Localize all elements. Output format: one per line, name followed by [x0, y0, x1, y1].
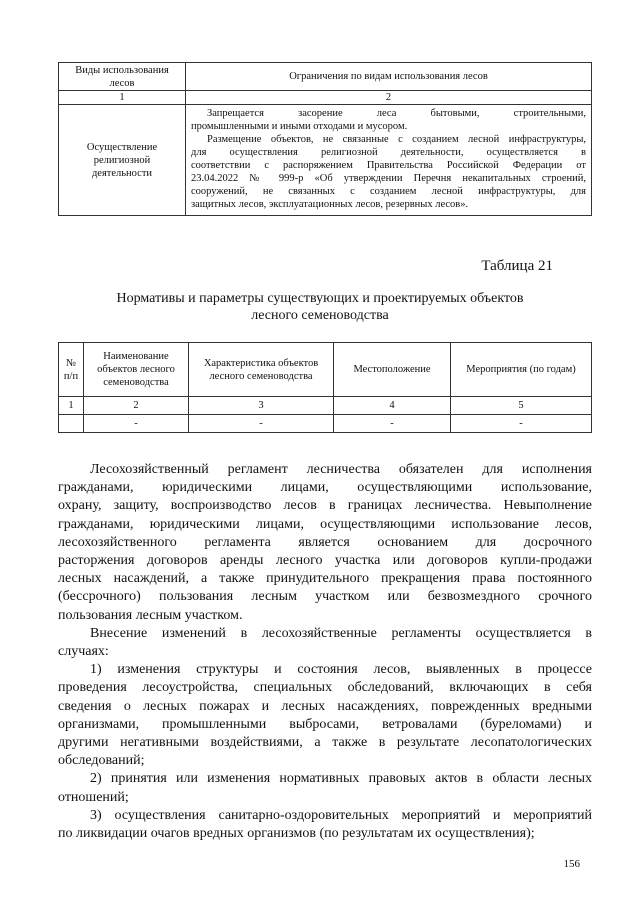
restriction-line: Запрещается засорение леса бытовыми, строительными,	[207, 108, 586, 119]
text-line: Внесение изменений в лесохозяйственные регламенты осуществляется в	[90, 625, 592, 641]
text-line: случаях:	[58, 644, 109, 660]
text-line: сведения о лесных пожарах и лесных насаждениях, поврежденных вредными	[58, 698, 592, 714]
table-title-line: лесного семеноводства	[251, 308, 389, 323]
table-title-line: Нормативы и параметры существующих и проектируемых объектов	[116, 291, 524, 306]
restriction-line: защитных лесов, эксплуатационных лесов, резервных лесов».	[191, 199, 469, 210]
header-characteristics: Характеристика объектов лесного семеноводства	[189, 343, 334, 397]
text-line: 3) осуществления санитарно-оздоровительных мероприятий и мероприятий	[90, 807, 592, 823]
table-row	[59, 105, 592, 216]
restriction-line: для осуществления религиозной деятельности, осуществляется в	[191, 147, 586, 158]
table-cell: -	[84, 415, 189, 433]
text-line: гражданами, юридическими лицами, осуществляющими использование,	[58, 480, 592, 496]
paragraph	[58, 807, 592, 843]
restriction-line: 23.04.2022 № 999-р «Об утверждении Перечня некапитальных строений,	[191, 173, 586, 184]
table-cell: -	[451, 415, 592, 433]
table-header-row	[59, 343, 592, 397]
text-line: 1) изменения структуры и состояния лесов, выявленных в процессе	[90, 662, 592, 678]
header-activities: Мероприятия (по годам)	[451, 343, 592, 397]
text-line: лесных насаждений, а также принудительного прекращения права постоянного	[58, 571, 592, 587]
header-location: Местоположение	[334, 343, 451, 397]
table-number-row	[59, 91, 592, 105]
text-line: отношений;	[58, 789, 129, 805]
col-number: 4	[334, 397, 451, 415]
header-name: Наименование объектов лесного семеноводства	[84, 343, 189, 397]
restriction-line: Размещение объектов, не связанные с созданием лесной инфраструктуры,	[207, 134, 586, 145]
table-number-row	[59, 397, 592, 415]
seed-objects-table	[58, 342, 592, 433]
text-line: пользования лесным участком.	[58, 607, 243, 623]
paragraph	[58, 661, 592, 770]
table-cell: -	[334, 415, 451, 433]
restriction-line: соответствии с распоряжением Правительства Российской Федерации от	[191, 160, 586, 171]
col-number-1: 1	[59, 91, 186, 105]
restrictions-cell	[186, 105, 592, 216]
text-line: другими негативными воздействиями, а также в результате лесопатологических	[58, 735, 592, 751]
text-line: (бессрочного) пользования лесным участком или безвозмездного срочного	[58, 589, 592, 605]
table-row	[59, 415, 592, 433]
table-title	[0, 290, 640, 324]
header-number: № п/п	[59, 343, 84, 397]
table-cell	[59, 415, 84, 433]
paragraph	[58, 625, 592, 661]
table-cell: -	[189, 415, 334, 433]
text-line: проведения лесоустройства, специальных обследований, включающих в себя	[58, 680, 592, 696]
body-text	[58, 461, 592, 843]
restrictions-table	[58, 62, 592, 216]
forest-use-type-cell: Осуществление религиозной деятельности	[59, 105, 186, 216]
text-line: 2) принятия или изменения нормативных правовых актов в области лесных	[90, 771, 592, 787]
text-line: лесохозяйственного регламента является основанием для досрочного	[58, 534, 592, 550]
paragraph	[58, 770, 592, 806]
text-line: Лесохозяйственный регламент лесничества обязателен для исполнения	[90, 462, 592, 477]
restriction-line: сооружений, не связанных с созданием лесной инфраструктуры, для	[191, 186, 586, 197]
col-number-2: 2	[186, 91, 592, 105]
col-number: 3	[189, 397, 334, 415]
text-line: организмами, промышленными выбросами, ветровалами (буреломами) и	[58, 716, 592, 732]
col-number: 1	[59, 397, 84, 415]
table-number-label: Таблица 21	[481, 258, 553, 274]
text-line: гражданами, юридическими лицами, осуществляющими использование лесов,	[58, 516, 592, 532]
text-line: охрану, защиту, воспроизводство лесов в границах лесничества. Невыполнение	[58, 498, 592, 514]
text-line: расторжения договоров аренды лесного участка или договоров купли-продажи	[58, 553, 592, 569]
page-number: 156	[563, 858, 580, 870]
header-forest-use-types: Виды использования лесов	[59, 63, 186, 91]
header-restrictions: Ограничения по видам использования лесов	[186, 63, 592, 91]
table-header-row	[59, 63, 592, 91]
text-line: обследований;	[58, 753, 145, 769]
restriction-line: промышленными и иными отходами и мусором.	[191, 121, 408, 132]
col-number: 2	[84, 397, 189, 415]
col-number: 5	[451, 397, 592, 415]
text-line: по ликвидации очагов вредных организмов (по результатам их осуществления);	[58, 826, 535, 842]
paragraph	[58, 461, 592, 625]
